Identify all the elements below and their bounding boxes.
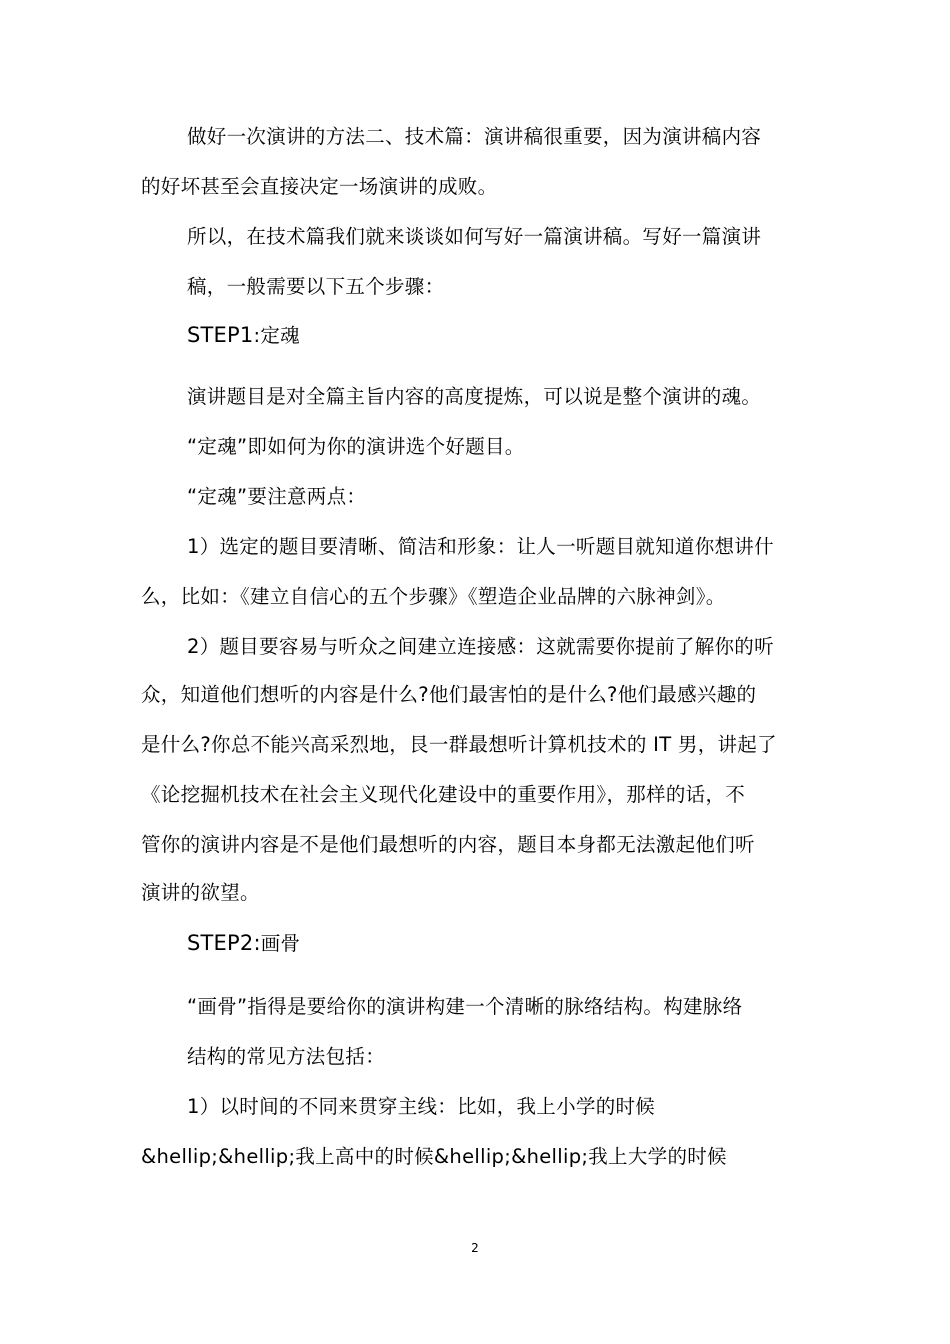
paragraph-line: &hellip;&hellip;我上高中的时候&hellip;&hellip;我上大学的时候 xyxy=(141,1145,727,1168)
paragraph-line: 《论挖掘机技术在社会主义现代化建设中的重要作用》，那样的话，不 xyxy=(141,783,746,806)
paragraph-line: 演讲的欲望。 xyxy=(141,881,260,904)
step1-title: :定魂 xyxy=(253,324,300,347)
paragraph-line: 2）题目要容易与听众之间建立连接感：这就需要你提前了解你的听 xyxy=(187,635,774,658)
paragraph-line: 众，知道他们想听的内容是什么?他们最害怕的是什么?他们最感兴趣的 xyxy=(141,683,757,706)
paragraph-line: 演讲题目是对全篇主旨内容的高度提炼，可以说是整个演讲的魂。 xyxy=(187,385,762,408)
paragraph-line: 做好一次演讲的方法二、技术篇：演讲稿很重要，因为演讲稿内容 xyxy=(187,125,762,148)
paragraph-line: 所以，在技术篇我们就来谈谈如何写好一篇演讲稿。写好一篇演讲 xyxy=(187,225,762,248)
paragraph-line: “定魂”即如何为你的演讲选个好题目。 xyxy=(187,435,525,458)
paragraph-line: 稿，一般需要以下五个步骤： xyxy=(187,275,445,298)
paragraph-line: 1）选定的题目要清晰、简洁和形象：让人一听题目就知道你想讲什 xyxy=(187,535,774,558)
paragraph-line: 么，比如：《建立自信心的五个步骤》《塑造企业品牌的六脉神剑》。 xyxy=(141,585,726,608)
step2-heading xyxy=(187,930,300,957)
paragraph-line: 1）以时间的不同来贯穿主线：比如，我上小学的时候 xyxy=(187,1095,656,1118)
paragraph-line: “画骨”指得是要给你的演讲构建一个清晰的脉络结构。构建脉络 xyxy=(187,995,743,1018)
step1-label: STEP1 xyxy=(187,323,254,347)
paragraph-line: 结构的常见方法包括： xyxy=(187,1045,386,1068)
page-number: 2 xyxy=(471,1241,479,1255)
paragraph-line: 是什么?你总不能兴高采烈地，艮一群最想听计算机技术的 IT 男，讲起了 xyxy=(141,733,777,756)
paragraph-line: 的好坏甚至会直接决定一场演讲的成败。 xyxy=(141,175,498,198)
paragraph-line: “定魂”要注意两点： xyxy=(187,485,367,508)
step2-title: 画骨 xyxy=(260,932,301,955)
step2-label: STEP2: xyxy=(187,931,261,955)
paragraph-line: 管你的演讲内容是不是他们最想听的内容，题目本身都无法激起他们听 xyxy=(141,833,755,856)
step1-heading xyxy=(187,322,300,349)
